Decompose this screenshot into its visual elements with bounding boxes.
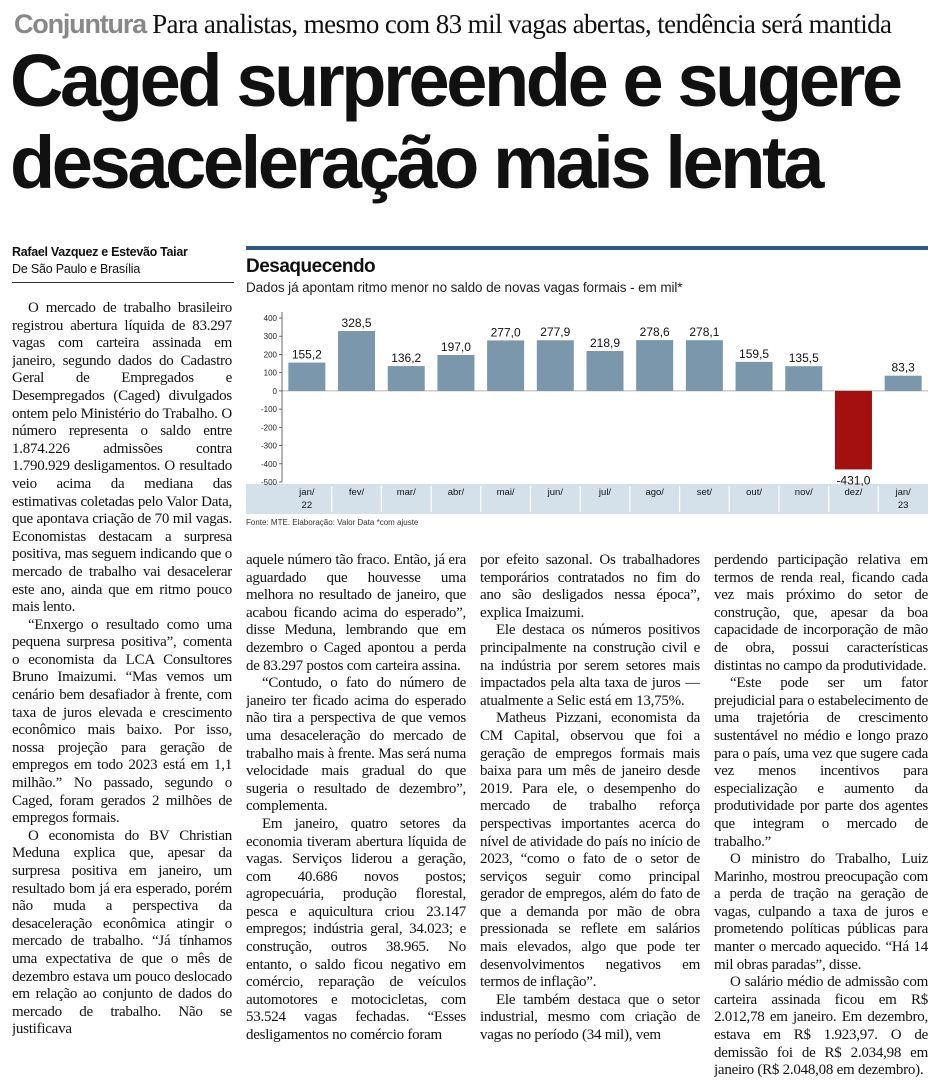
bar	[686, 340, 723, 391]
x-tick-label: set/	[696, 487, 713, 498]
bar	[587, 351, 624, 391]
article-column-1	[12, 300, 232, 1080]
bar-value-label: 328,5	[341, 316, 372, 331]
y-tick-label: 400	[263, 314, 277, 323]
bar-value-label: 197,0	[440, 339, 471, 354]
y-tick-label: -300	[260, 441, 277, 451]
chart-title: Desaquecendo	[246, 256, 376, 277]
x-tick-label: fev/	[348, 487, 365, 498]
bar-value-label: 277,0	[490, 325, 521, 340]
bar-value-label: 277,9	[540, 325, 571, 340]
kicker	[14, 6, 926, 42]
headline-line-1: Caged surpreende e sugere	[10, 39, 900, 122]
x-tick-label-year: 22	[301, 500, 313, 511]
bar-value-label: 135,5	[788, 351, 819, 366]
section-label: Conjuntura	[14, 9, 146, 39]
bar	[338, 331, 375, 391]
paragraph: Ele também destaca que o setor industrial, mesmo com criação de vagas no período (34 mil), vem	[480, 991, 700, 1044]
y-tick-label: 300	[263, 332, 277, 342]
headline	[10, 40, 930, 204]
y-tick-label: 100	[263, 368, 277, 378]
byline-authors: Rafael Vazquez e Estevão Taiar	[12, 245, 188, 259]
bar-value-label: 155,2	[291, 347, 322, 362]
x-tick-label-year: 23	[897, 500, 909, 511]
chart-box	[246, 246, 928, 536]
paragraph: Em janeiro, quatro setores da economia tiveram abertura líquida de vagas. Serviços liderou a geração, com 40.686 novos postos; agropecuária, produção florestal, pesca e aquicultura criou 23.147 empregos; indústria geral, 34.023; e construção, outros 38.965. No entanto, o saldo ficou negativo em comércio, reparação de veículos automotores e motocicletas, com 53.524 vagas fechadas. “Esses desligamentos no comércio foram	[246, 815, 466, 1044]
y-tick-label: -200	[260, 423, 277, 433]
x-tick-label: jul/	[598, 487, 612, 498]
byline-divider	[12, 282, 234, 283]
paragraph: O mercado de trabalho brasileiro registrou abertura líquida de 83.297 vagas com carteira assinada em janeiro, segundo dados do Cadastro Geral de Empregados e Desempregados (Caged) divulgados ontem pelo Ministério do Trabalho. O número representa o saldo entre 1.874.226 admissões contra 1.790.929 desligamentos. O resultado veio acima da mediana das estimativas coletadas pelo Valor Data, que apontava criação de 70 mil vagas. Economistas destacam a surpresa positiva, mas seguem indicando que o mercado de trabalho vai desacelerar este ano, ainda que em ritmo pouco mais lento.	[12, 300, 232, 616]
bar	[785, 366, 822, 391]
x-tick-label: jan/	[895, 487, 911, 498]
paragraph: aquele número tão fraco. Então, já era aguardado que houvesse uma melhora no resultado de janeiro, que acabou ficando acima do esperado”, disse Meduna, lembrando que em dezembro o Caged apontou a perda de 83.297 postos com carteira assina.	[246, 552, 466, 674]
y-tick-label: -100	[260, 405, 277, 415]
bar	[537, 340, 574, 391]
paragraph: O salário médio de admissão com carteira assinada ficou em R$ 2.012,78 em janeiro. Em dezembro, estava em R$ 1.923,97. O de demissão foi de R$ 2.034,98 em janeiro (R$ 2.048,08 em dezembro).	[714, 974, 928, 1079]
y-tick-label: 0	[272, 386, 277, 396]
bar	[885, 376, 922, 391]
article-column-4	[714, 552, 928, 1080]
paragraph: O economista do BV Christian Meduna explica que, apesar da surpresa positiva em janeiro, um resultado bom já era esperado, porém não muda a perspectiva da desaceleração econômica atingir o mercado de trabalho. “Já tínhamos uma expectativa de que o mês de dezembro estava um pouco deslocado em relação ao conjunto de dados do mercado de trabalho. Não se justificava	[12, 827, 232, 1038]
paragraph: “Contudo, o fato do número de janeiro ter ficado acima do esperado não tira a perspectiva de que vemos uma desaceleração do mercado de trabalho mais à frente. Mas será numa velocidade mais gradual do que sugeria o resultado de dezembro”, complementa.	[246, 675, 466, 815]
bar	[288, 363, 325, 391]
chart-subtitle: Dados já apontam ritmo menor no saldo de novas vagas formais - em mil*	[246, 280, 683, 295]
x-tick-label: abr/	[447, 487, 465, 498]
x-tick-label: ago/	[645, 487, 664, 498]
chart-top-rule	[246, 246, 928, 250]
bar-value-label: 159,5	[739, 346, 770, 361]
bar	[388, 366, 425, 391]
paragraph: Ele destaca os números positivos principalmente na construção civil e na indústria por serem setores mais impactados pela alta taxa de juros — atualmente a Selic está em 13,75%.	[480, 622, 700, 709]
subheadline: Para analistas, mesmo com 83 mil vagas abertas, tendência será mantida	[152, 9, 892, 39]
bar-value-label: 83,3	[891, 360, 915, 375]
headline-line-2: desaceleração mais lenta	[10, 121, 822, 204]
x-tick-label: dez/	[844, 487, 863, 498]
bar-value-label: -431,0	[836, 473, 871, 488]
bar	[736, 362, 773, 391]
y-tick-label: -500	[260, 478, 277, 487]
byline-location: De São Paulo e Brasília	[12, 262, 141, 276]
x-tick-label: jun/	[547, 487, 563, 498]
article-column-3	[480, 552, 700, 1080]
bar	[487, 340, 524, 390]
bar	[636, 340, 673, 391]
paragraph: Matheus Pizzani, economista da CM Capital, observou que foi a geração de empregos formais mais baixa para um mês de janeiro desde 2019. Para ele, o desempenho do mercado de trabalho reforça perspectivas importantes acerca do nível de atividade do país no início de 2023, “como o fato de o setor de serviços seguir como principal gerador de empregos, além do fato de que a demanda por mão de obra pressionada se reflete em salários mais elevados, algo que pode ter desenvolvimentos negativos em termos de inflação”.	[480, 710, 700, 991]
x-tick-label: mar/	[396, 487, 416, 498]
chart-source: Fonte: MTE. Elaboração: Valor Data *com ajuste	[246, 518, 419, 527]
y-tick-label: -400	[260, 459, 277, 469]
paragraph: “Enxergo o resultado como uma pequena surpresa positiva”, comenta o economista da LCA Consultores Bruno Imaizumi. “Mas vemos um cenário bem desafiador à frente, com taxa de juros elevada e crescimento econômico mais baixo. Por isso, nossa projeção para geração de empregos em todo 2023 está em 1,1 milhão.” No passado, segundo o Caged, foram gerados 2 milhões de empregos formais.	[12, 616, 232, 827]
bar-chart	[246, 302, 928, 518]
byline	[12, 244, 234, 283]
paragraph: perdendo participação relativa em termos de renda real, ficando cada vez mais próximo do setor de construção, que, apesar da boa capacidade de incorporação de mão de obra, possui características distintas no campo da produtividade.	[714, 552, 928, 674]
article-column-2	[246, 552, 466, 1080]
bar-value-label: 278,1	[689, 325, 720, 340]
paragraph: “Este pode ser um fator prejudicial para o estabelecimento de uma trajetória de crescimento sustentável no médio e longo prazo para o país, uma vez que sugere cada vez menos incentivos para especialização e aumento da produtividade por parte dos agentes que integram o mercado de trabalho.”	[714, 675, 928, 850]
bar-value-label: 278,6	[639, 325, 670, 340]
x-tick-label: out/	[746, 487, 763, 498]
bar-value-label: 218,9	[589, 336, 621, 351]
x-tick-label: mai/	[496, 487, 515, 498]
bar	[835, 391, 872, 470]
bar-value-label: 136,2	[391, 351, 422, 366]
x-tick-label: jan/	[299, 487, 315, 498]
paragraph: por efeito sazonal. Os trabalhadores temporários contratados no fim do ano são desligados nessa época”, explica Imaizumi.	[480, 552, 700, 621]
bar	[437, 355, 474, 391]
x-tick-label: nov/	[794, 487, 813, 498]
paragraph: O ministro do Trabalho, Luiz Marinho, mostrou preocupação com a perda de tração na geração de vagas, culpando a taxa de juros e prometendo políticas públicas para manter o mercado aquecido. “Há 14 mil obras paradas”, disse.	[714, 851, 928, 973]
y-tick-label: 200	[263, 350, 277, 360]
